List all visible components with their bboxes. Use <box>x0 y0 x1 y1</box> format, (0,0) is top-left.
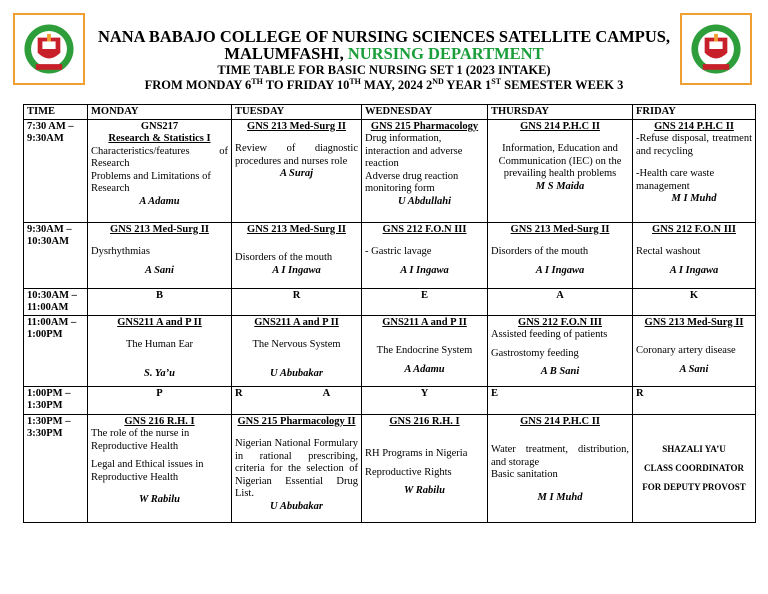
class-cell <box>88 222 232 288</box>
course-code: GNS211 A and P II <box>382 316 467 328</box>
break-letter: P <box>88 386 232 414</box>
topic: Characteristics/features of Research <box>91 145 228 169</box>
class-cell <box>633 119 756 222</box>
period-text: MAY, 2024 2 <box>360 78 433 93</box>
time-start: 9:30AM – <box>27 223 72 235</box>
lecturer: S. Ya’u <box>144 367 175 379</box>
header-row <box>24 105 756 120</box>
class-cell <box>633 315 756 386</box>
course-code: GNS 213 Med-Surg II <box>510 223 610 235</box>
class-cell <box>88 119 232 222</box>
class-cell <box>488 222 633 288</box>
topic: Information, Education and Communication (IEC) on the prevailing health problems <box>498 143 622 179</box>
table-row <box>24 414 756 522</box>
topic: The Nervous System <box>252 339 341 350</box>
class-cell <box>633 222 756 288</box>
topic: Legal and Ethical issues in Reproductive Health <box>91 459 204 483</box>
time-start: 10:30AM – <box>27 289 77 301</box>
time-start: 7:30 AM – <box>27 120 74 132</box>
topic: RH Programs in Nigeria <box>365 448 468 459</box>
break-letter: R <box>235 387 243 399</box>
period-text: FROM MONDAY 6 <box>144 78 252 93</box>
time-end: 1:00PM <box>27 329 63 340</box>
break-letter: R <box>633 386 756 414</box>
time-cell <box>24 119 88 222</box>
lecturer: A I Ingawa <box>535 264 585 276</box>
break-letter: E <box>488 386 633 414</box>
time-cell <box>24 315 88 386</box>
course-code: GNS 213 Med-Surg II <box>110 223 209 235</box>
college-crest-logo-icon <box>682 15 750 83</box>
timetable-title: TIME TABLE FOR BASIC NURSING SET 1 (2023 INTAKE) <box>217 63 551 77</box>
period-sup: TH <box>349 77 361 86</box>
topic: Disorders of the mouth <box>235 252 333 263</box>
table-row <box>24 315 756 386</box>
lecturer: M I Muhd <box>537 491 583 503</box>
time-end: 10:30AM <box>27 236 69 247</box>
column-header: FRIDAY <box>633 105 756 120</box>
period-text: SEMESTER WEEK 3 <box>501 78 624 93</box>
period-sup: ST <box>491 77 502 86</box>
college-logo-right <box>680 13 752 85</box>
timetable <box>23 104 756 523</box>
lecturer: W Rabilu <box>404 485 445 496</box>
department-name: NURSING DEPARTMENT <box>347 44 544 63</box>
class-cell <box>232 222 362 288</box>
class-cell <box>362 315 488 386</box>
college-crest-logo-icon <box>15 15 83 83</box>
topic: Dysrhythmias <box>91 246 150 257</box>
class-cell <box>232 414 362 522</box>
time-cell <box>24 414 88 522</box>
time-start: 1:00PM – <box>27 387 71 399</box>
topic: Rectal washout <box>636 246 701 257</box>
time-start: 1:30PM – <box>27 415 71 427</box>
course-code: GNS 214 P.H.C II <box>520 120 600 132</box>
course-code: GNS 213 Med-Surg II <box>247 223 346 235</box>
lecturer: U Abubakar <box>270 367 323 379</box>
lecturer: A Suraj <box>280 168 313 179</box>
column-header: MONDAY <box>88 105 232 120</box>
period-text: TO FRIDAY 10 <box>262 78 350 93</box>
time-cell <box>24 222 88 288</box>
topic: Gastrostomy feeding <box>491 347 579 359</box>
course-title: Research & Statistics I <box>108 133 211 144</box>
time-end: 3:30PM <box>27 428 63 439</box>
time-end: 1:30PM <box>27 400 63 411</box>
time-end: 9:30AM <box>27 133 64 144</box>
class-cell <box>362 222 488 288</box>
table-row <box>24 386 756 414</box>
break-letter: R <box>232 288 362 315</box>
lecturer: A I Ingawa <box>272 264 321 276</box>
topic: -Health care waste management <box>636 168 715 192</box>
period-sup: TH <box>251 77 263 86</box>
campus-location: MALUMFASHI, <box>224 44 348 63</box>
time-end: 11:00AM <box>27 302 69 313</box>
course-code: GNS217 <box>140 120 179 132</box>
class-cell <box>488 119 633 222</box>
class-cell <box>362 414 488 522</box>
topic: Coronary artery disease <box>636 345 736 356</box>
topic: Water treatment, distribution, and storage <box>491 444 629 468</box>
topic: The Human Ear <box>125 339 194 350</box>
topic: Nigerian National Formulary in rational prescribing, criteria for the selection of Nigerian Essential Drug List. <box>235 438 358 499</box>
lecturer: M S Maida <box>535 180 585 192</box>
time-cell <box>24 386 88 414</box>
topic: The role of the nurse in Reproductive Health <box>91 428 190 452</box>
table-row <box>24 288 756 315</box>
course-code: GNS 216 R.H. I <box>124 415 195 427</box>
table-row <box>24 222 756 288</box>
course-code: GNS 213 Med-Surg II <box>247 120 346 132</box>
lecturer: A Adamu <box>404 363 445 375</box>
coordinator-name: SHAZALI YA’U <box>662 444 726 454</box>
coordinator-for: FOR DEPUTY PROVOST <box>642 482 746 492</box>
break-letter: A <box>488 288 633 315</box>
topic: Review of diagnostic procedures and nurses role <box>235 143 358 167</box>
time-cell <box>24 288 88 315</box>
break-letter: A <box>322 387 331 399</box>
college-title: NANA BABAJO COLLEGE OF NURSING SCIENCES SATELLITE CAMPUS, <box>97 27 671 46</box>
course-code: GNS 212 F.O.N III <box>518 316 602 328</box>
time-start: 11:00AM – <box>27 316 77 328</box>
lecturer: A I Ingawa <box>669 264 719 276</box>
period-sup: ND <box>432 77 444 86</box>
break-letters-cell <box>232 386 362 414</box>
coordinator-cell <box>633 414 756 522</box>
lecturer: A I Ingawa <box>400 264 449 276</box>
topic: Assisted feeding of patients <box>491 329 608 340</box>
class-cell <box>232 315 362 386</box>
course-code: GNS 212 F.O.N III <box>652 223 736 235</box>
table-row <box>24 119 756 222</box>
topic: - Gastric lavage <box>365 246 432 257</box>
break-letter: B <box>88 288 232 315</box>
break-letter: K <box>633 288 756 315</box>
class-cell <box>88 414 232 522</box>
course-code: GNS 216 R.H. I <box>389 415 460 427</box>
break-letter: E <box>362 288 488 315</box>
column-header: THURSDAY <box>488 105 633 120</box>
lecturer: A Sani <box>145 264 174 276</box>
topic: Problems and Limitations of Research <box>91 170 211 194</box>
course-code: GNS 214 P.H.C II <box>520 415 600 427</box>
timetable-period <box>90 77 678 93</box>
course-code: GNS 213 Med-Surg II <box>644 316 744 328</box>
topic: The Endocrine System <box>376 345 473 356</box>
lecturer: A Sani <box>679 363 709 375</box>
column-header: TUESDAY <box>232 105 362 120</box>
lecturer: A B Sani <box>540 366 580 377</box>
column-header: WEDNESDAY <box>362 105 488 120</box>
class-cell <box>88 315 232 386</box>
lecturer: U Abubakar <box>270 500 323 512</box>
course-code: GNS 215 Pharmacology II <box>237 415 356 427</box>
course-code: GNS211 A and P II <box>117 316 202 328</box>
lecturer: W Rabilu <box>139 494 180 505</box>
topic: -Refuse disposal, treatment and recycling <box>636 133 752 157</box>
course-code: GNS 215 Pharmacology <box>370 120 479 132</box>
column-header: TIME <box>24 105 88 120</box>
lecturer: M I Muhd <box>671 193 717 204</box>
class-cell <box>488 315 633 386</box>
class-cell <box>362 119 488 222</box>
topic: Adverse drug reaction monitoring form <box>365 170 459 194</box>
topic: Drug information, interaction and adverse reaction <box>365 133 463 169</box>
college-logo-left <box>13 13 85 85</box>
topic: Reproductive Rights <box>365 466 452 478</box>
period-text: YEAR 1 <box>443 78 492 93</box>
course-code: GNS 214 P.H.C II <box>654 120 734 132</box>
course-code: GNS 212 F.O.N III <box>382 223 467 235</box>
coordinator-role: CLASS COORDINATOR <box>644 463 744 473</box>
class-cell <box>488 414 633 522</box>
topic: Basic sanitation <box>491 469 558 480</box>
topic: Disorders of the mouth <box>491 246 589 257</box>
lecturer: U Abdullahi <box>397 195 451 207</box>
course-code: GNS211 A and P II <box>254 316 339 328</box>
break-letter: Y <box>362 386 488 414</box>
lecturer: A Adamu <box>139 195 180 207</box>
class-cell <box>232 119 362 222</box>
college-subtitle <box>90 44 678 64</box>
